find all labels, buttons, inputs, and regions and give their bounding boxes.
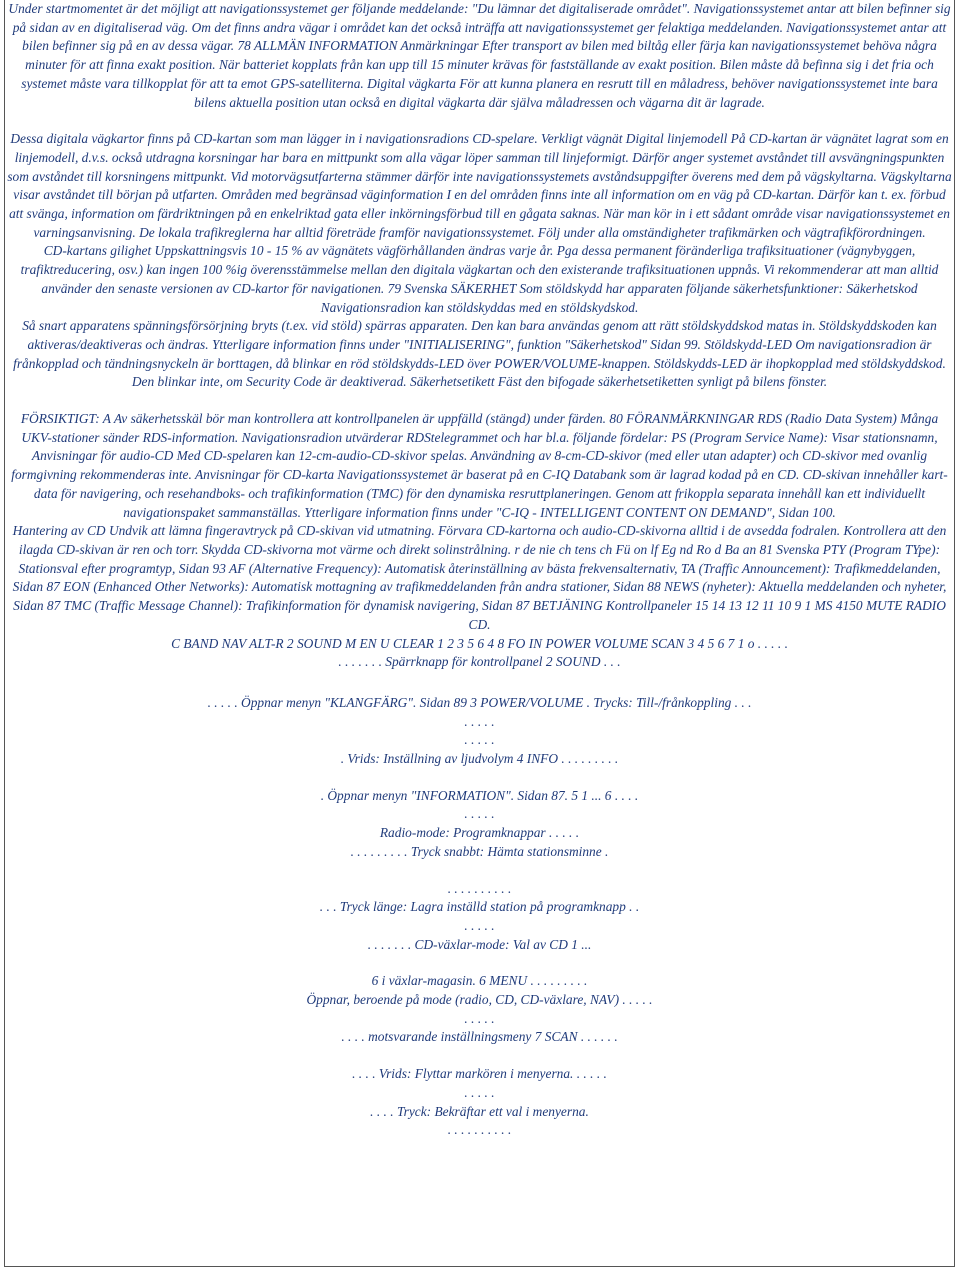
paragraph-cd-validity: CD-kartans gilighet Uppskattningsvis 10 - 15 % av vägnätets vägförhållanden ändras varje år. Pga dessa permanent föränderliga trafiksituationer (vägnybyggen, trafiktreducering, osv.) kan ingen 100 %ig överensstämmelse mellan den digitala vägkartan och den existerande trafiksituationen uppnås. Vi rekommenderar att man alltid använder den senaste versionen av CD-kartor för navigationen. 79 Svenska SÄKERHET Som stöldskydd har apparaten följande säkerhetsfunktioner: Säkerhetskod Navigationsradion kan stöldskyddas med en stöldskydskod. (20, 243, 939, 315)
control-line: . . . . Tryck: Bekräftar ett val i menyerna. (370, 1103, 589, 1119)
paragraph-caution-rds: FÖRSIKTIGT: A Av säkerhetsskäl bör man kontrollera att kontrollpanelen är uppfälld (stängd) under färden. 80 FÖRANMÄRKNINGAR RDS (Radio Data System) Många UKV-stationer sänder RDS-information. Navigationsradion utvärderar RDStelegrammet och har bl.a. följande fördelar: PS (Program Service Name): Visar stationsnamn, Anvisningar för audio-CD Med CD-spelaren kan 12-cm-audio-CD-skivor spelas. Användning av 8-cm-CD-skivor (med eller utan adapter) och CD-skivor med ovanlig formgivning rekommenderas inte. Anvisningar för CD-karta Navigationssystemet är baserat på en C-IQ Databank som är lagrad kodad på en CD. CD-skivan innehåller kart-data för navigering, och resehandboks- och trafikinformation (TMC) för den dynamiska resruttplaneringen. Genom att frikoppla separata innehåll kan ett individuellt navigationspaket sammanställas. Ytterligare information finns under "C-IQ - INTELLIGENT CONTENT ON DEMAND", Sidan 100. (11, 411, 948, 520)
paragraph-navigation-intro: Under startmomentet är det möjligt att navigationssystemet ger följande meddelande: "Du lämnar det digitaliserade området". Navigationssystemet antar att bilen befinner sig på sidan av en digitaliserad väg. Om det finns andra vägar i området kan det också inträffa att navigationssystemet ger felaktiga meddelanden. Navigationssystemet antar att bilen befinner sig på en av dessa vägar. 78 ALLMÄN INFORMATION Anmärkningar Efter transport av bilen med biltåg eller färja kan navigationssystemet behöva några minuter för att finna exakt position. När batteriet kopplats från kan upp till 15 minuter krävas för fastställande av exakt position. Bilen måste då befinna sig i det fria och systemet måste vara tillkopplat för att ta emot GPS-satelliterna. Digital vägkarta För att kunna planera en resrutt till en måladress, behöver navigationssystemet inte bara bilens aktuella position utan också en digital vägkarta där själva måladressen och vägarna dit är lagrade. (8, 1, 951, 110)
control-line: Öppnar, beroende på mode (radio, CD, CD-växlare, NAV) . . . . . (306, 992, 653, 1008)
paragraph-control-panel-labels: C BAND NAV ALT-R 2 SOUND M EN U CLEAR 1 2 3 5 6 4 8 FO IN POWER VOLUME SCAN 3 4 5 6 7 1 o . . . . . (171, 635, 788, 651)
control-line: . . . . Vrids: Flyttar markören i menyerna. . . . . . (352, 1066, 607, 1082)
document-body (5, 0, 954, 1140)
control-line: Radio-mode: Programknappar . . . . . (379, 825, 580, 841)
paragraph-gap (6, 392, 953, 410)
paragraph-lock-button: . . . . . . . Spärrknapp för kontrollpanel 2 SOUND . . . (338, 654, 621, 670)
control-line: . . . . motsvarande inställningsmeny 7 SCAN . . . . . . (341, 1029, 618, 1045)
control-line: . . . . . (464, 713, 495, 729)
paragraph-gap (6, 672, 953, 694)
control-line: . . . . . Öppnar menyn "KLANGFÄRG". Sidan 89 3 POWER/VOLUME . Trycks: Till-/frånkoppling . . . (207, 694, 752, 710)
control-line: . Vrids: Inställning av ljudvolym 4 INFO . . . . . . . . . (340, 751, 619, 767)
control-line: . . . . . . . . . Tryck snabbt: Hämta stationsminne . (350, 843, 609, 859)
control-line: . . . . . (464, 806, 495, 822)
control-line: 6 i växlar-magasin. 6 MENU . . . . . . . . . (371, 973, 588, 989)
paragraph-gap (6, 1047, 953, 1065)
control-line: . . . . . . . CD-växlar-mode: Val av CD 1 ... (367, 936, 592, 952)
control-line: . . . . . (464, 732, 495, 748)
paragraph-cd-handling: Hantering av CD Undvik att lämna fingeravtryck på CD-skivan vid utmatning. Förvara CD-kartorna och audio-CD-skivorna alltid i de avsedda fodralen. Kontrollera att den ilagda CD-skivan är ren och torr. Skydda CD-skivorna mot värme och direkt solinstrålning. r de nie ch tens ch Fü on lf Eg nd Ro d Ba an 81 Svenska PTY (Program TYpe): Stationsval efter programtyp, Sidan 93 AF (Alternative Frequency): Automatisk återinställning av bästa frekvensalternativ, TA (Traffic Announcement): Trafikmeddelanden, Sidan 87 EON (Enhanced Other Networks): Automatisk mottagning av trafikmeddelanden från andra stationer, Sidan 88 NEWS (nyheter): Aktuella meddelanden och nyheter, Sidan 87 TMC (Traffic Message Channel): Trafikinformation för dynamisk navigering, Sidan 87 BETJÄNING Kontrollpaneler 15 14 13 12 11 10 9 1 MS 4150 MUTE RADIO CD. (12, 523, 947, 632)
paragraph-gap (6, 954, 953, 972)
paragraph-gap (6, 769, 953, 787)
paragraph-security: Så snart apparatens spänningsförsörjning bryts (t.ex. vid stöld) spärras apparaten. Den kan bara användas genom att rätt stöldskyddskod matas in. Stöldskyddskoden kan aktiveras/deaktiveras och ändras. Ytterligare information finns under "INITIALISERING", funktion "Säkerhetskod" Sidan 99. Stöldskydd-LED Om navigationsradion är frånkopplad och tändningsnyckeln är borttagen, då blinkar en röd stöldskydds-LED över POWER/VOLUME-knappen. Stöldskydds-LED är ihopkopplad med stöldskyddskod. Den blinkar inte, om Security Code är deaktiverad. Säkerhetsetikett Fäst den bifogade säkerhetsetiketten synligt på bilens fönster. (13, 318, 946, 390)
control-line: . . . . . . . . . . (447, 880, 512, 896)
control-line: . . . . . (464, 917, 495, 933)
control-line: . . . Tryck länge: Lagra inställd station på programknapp . . (319, 899, 640, 915)
paragraph-digital-maps: Dessa digitala vägkartor finns på CD-kartan som man lägger in i navigationsradions CD-spelare. Verkligt vägnät Digital linjemodell På CD-kartan är vägnätet lagrat som en linjemodell, d.v.s. också utdragna korsningar har bara en mittpunkt som alla vägar löper samman till linjeformigt. Därför anger systemet avståndet till avsvängningspunkten som avståndet till korsningens mittpunkt. Vid motorvägsutfarterna stämmer därför inte navigationssystemets avståndsuppgifter överens med dem på vägskyltarna. Vägskyltarna visar avståndet till början på utfarten. Områden med begränsad väginformation I en del områden finns inte all information om en väg på CD-kartan. Därför kan t. ex. förbud att svänga, information om färdriktningen på en enkelriktad gata eller inkörningsförbud till en gågata saknas. När man kör in i ett sådant område visar navigationssystemet en varningsanvisning. De lokala trafikreglerna har alltid företräde framför navigationssystemet. Följ under alla omständigheter trafikmärken och vägtrafikförordningen. (7, 131, 952, 240)
control-line: . . . . . (464, 1010, 495, 1026)
paragraph-gap (6, 112, 953, 130)
control-line: . . . . . . . . . . (447, 1122, 512, 1138)
paragraph-gap (6, 862, 953, 880)
control-line: . . . . . (464, 1084, 495, 1100)
control-line: . Öppnar menyn "INFORMATION". Sidan 87. 5 1 ... 6 . . . . (320, 787, 639, 803)
document-page (4, 0, 955, 1267)
